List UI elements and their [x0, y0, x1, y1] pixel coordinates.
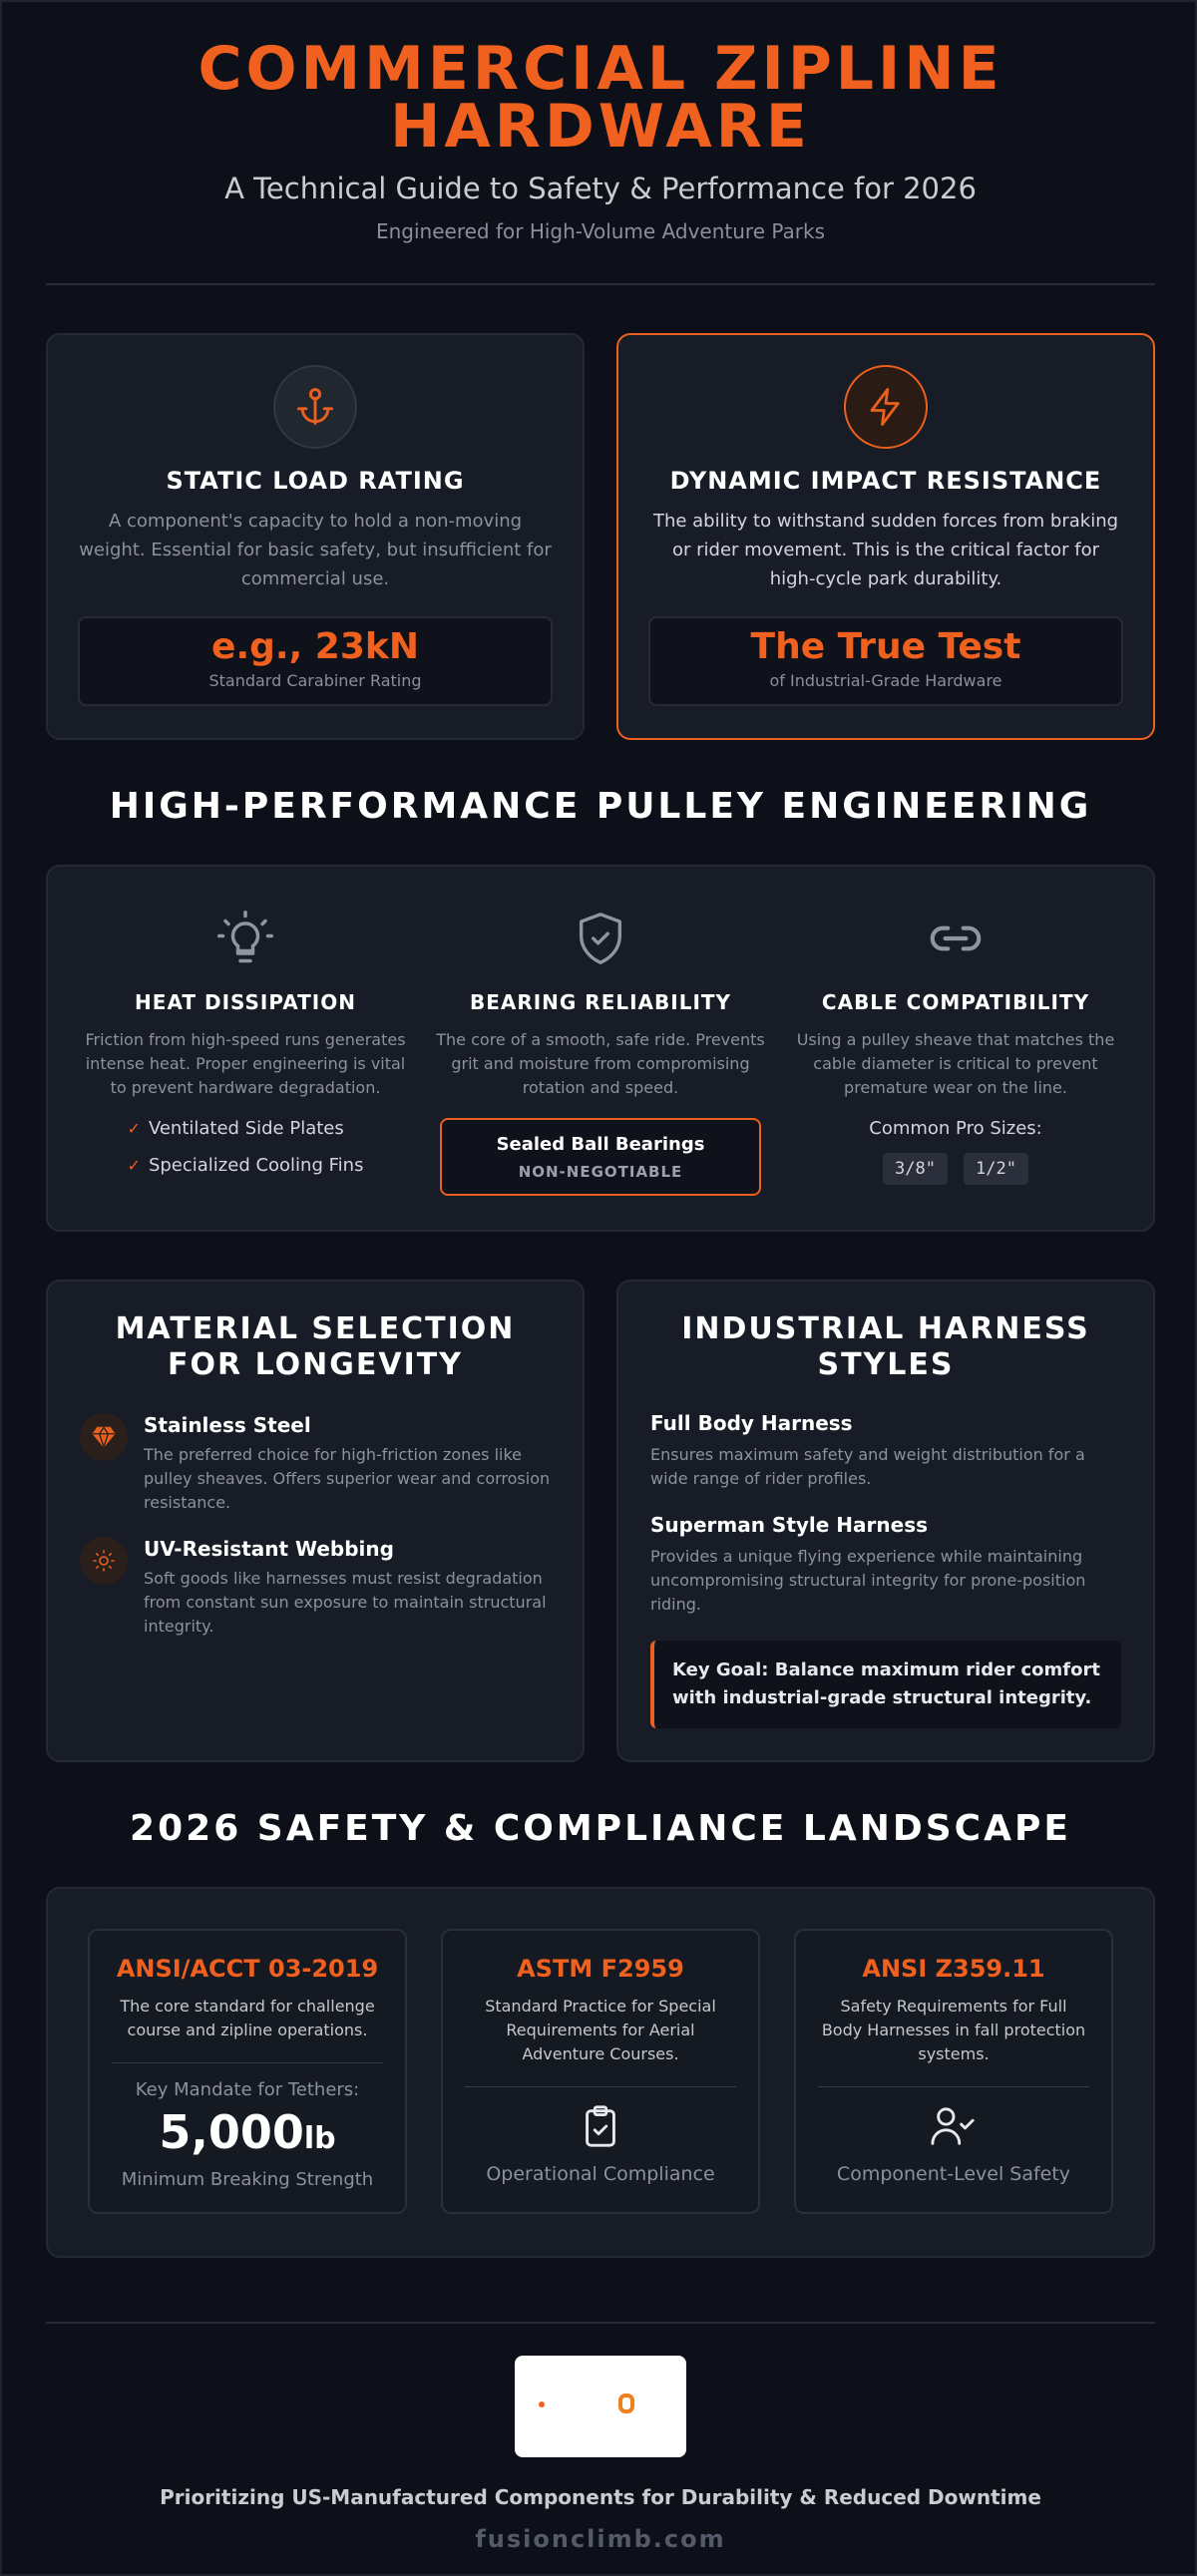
heat-desc: Friction from high-speed runs generates intense heat. Proper engineering is vital to prevent hardware degradation. — [85, 1030, 406, 1097]
dynamic-impact-value-box — [648, 616, 1123, 706]
compliance-card — [46, 1887, 1155, 2258]
static-load-title: STATIC LOAD RATING — [166, 467, 465, 495]
gem-icon — [80, 1413, 128, 1461]
standard-code: ANSI Z359.11 — [862, 1955, 1045, 1983]
heat-checklist — [128, 1118, 364, 1192]
dynamic-impact-card — [616, 333, 1155, 740]
page-title: COMMERCIAL ZIPLINE HARDWARE — [198, 34, 1003, 162]
anchor-icon — [273, 365, 357, 449]
material-title: Stainless Steel — [144, 1413, 311, 1437]
mandate-label: Key Mandate for Tethers: — [135, 2079, 360, 2100]
harness-card — [616, 1280, 1155, 1762]
cable-compatibility-column — [778, 907, 1133, 1230]
compliance-section-title: 2026 SAFETY & COMPLIANCE LANDSCAPE — [130, 1808, 1071, 1849]
dynamic-impact-desc: The ability to withstand sudden forces from braking or rider movement. This is the critical factor for high-cycle park durability. — [652, 511, 1119, 589]
standard-code: ANSI/ACCT 03-2019 — [116, 1955, 379, 1983]
bearing-desc: The core of a smooth, safe ride. Prevents grit and moisture from compromising rotation and speed. — [436, 1030, 765, 1097]
divider — [465, 2086, 736, 2087]
page — [2, 2, 1197, 2576]
website-link[interactable]: fusionclimb.com — [475, 2525, 726, 2553]
page-subtitle: A Technical Guide to Safety & Performance for 2026 — [224, 172, 977, 205]
page-tagline: Engineered for High-Volume Adventure Parks — [375, 219, 826, 243]
header — [46, 2, 1155, 243]
materials-harness-row — [46, 1280, 1155, 1762]
user-check-icon — [818, 2103, 1089, 2151]
pulley-section-title: HIGH-PERFORMANCE PULLEY ENGINEERING — [109, 786, 1092, 827]
dynamic-impact-value: The True Test — [750, 626, 1021, 667]
shield-check-icon — [435, 907, 766, 970]
standard-card-ansi-acct — [88, 1929, 407, 2214]
material-item — [80, 1537, 551, 1639]
sizes-label: Common Pro Sizes: — [869, 1118, 1042, 1139]
harness-item-desc: Ensures maximum safety and weight distribution for a wide range of rider profiles. — [650, 1445, 1085, 1488]
dynamic-impact-title: DYNAMIC IMPACT RESISTANCE — [669, 467, 1102, 495]
size-chips — [790, 1153, 1121, 1185]
standard-card-ansi-z359 — [794, 1929, 1113, 2214]
breaking-strength-value: 5,000lb — [159, 2105, 336, 2159]
load-ratings — [46, 333, 1155, 740]
heat-dissipation-column — [68, 907, 423, 1230]
check-item: ✓ Specialized Cooling Fins — [127, 1155, 364, 1176]
materials-card — [46, 1280, 585, 1762]
checkmark-icon: ✓ — [127, 1119, 141, 1138]
harness-item-title: Full Body Harness — [650, 1411, 853, 1435]
static-load-card — [46, 333, 585, 740]
lightning-icon — [844, 365, 928, 449]
key-goal-callout: Key Goal: Balance maximum rider comfort with industrial-grade structural integrity. — [650, 1641, 1121, 1728]
divider — [818, 2086, 1089, 2087]
divider — [112, 2062, 383, 2063]
cable-desc: Using a pulley sheave that matches the cable diameter is critical to prevent premature wear on the line. — [796, 1030, 1115, 1097]
static-load-value: e.g., 23kN — [211, 626, 419, 667]
footer-tagline: Prioritizing US-Manufactured Components for Durability & Reduced Downtime — [160, 2485, 1041, 2509]
static-load-value-box — [78, 616, 553, 706]
harness-item-desc: Provides a unique flying experience while maintaining uncompromising structural integrity for prone-position riding. — [650, 1547, 1086, 1614]
size-chip: 1/2" — [964, 1153, 1028, 1185]
link-icon — [790, 907, 1121, 970]
material-item — [80, 1413, 551, 1515]
clipboard-check-icon — [465, 2103, 736, 2151]
check-item: ✓ Ventilated Side Plates — [127, 1118, 344, 1139]
standard-footer: Component-Level Safety — [836, 2163, 1071, 2185]
material-desc: The preferred choice for high-friction zones like pulley sheaves. Offers superior wear and corrosion resistance. — [144, 1445, 551, 1512]
sealed-bearings-box: Sealed Ball Bearings NON-NEGOTIABLE — [440, 1118, 761, 1196]
heat-title: HEAT DISSIPATION — [135, 990, 356, 1014]
material-title: UV-Resistant Webbing — [144, 1537, 394, 1561]
pulley-card — [46, 865, 1155, 1232]
harness-item — [650, 1513, 1121, 1617]
harness-item — [650, 1411, 1121, 1491]
divider — [46, 283, 1155, 285]
materials-title: MATERIAL SELECTION FOR LONGEVITY — [115, 1311, 516, 1382]
sun-icon — [80, 1537, 128, 1585]
static-load-caption: Standard Carabiner Rating — [208, 671, 422, 690]
company-logo — [515, 2356, 686, 2457]
bearing-title: BEARING RELIABILITY — [469, 990, 732, 1014]
standard-card-astm — [441, 1929, 760, 2214]
cable-title: CABLE COMPATIBILITY — [821, 990, 1090, 1014]
breaking-strength-caption: Minimum Breaking Strength — [121, 2169, 374, 2190]
standard-code: ASTM F2959 — [517, 1955, 684, 1983]
standard-footer: Operational Compliance — [486, 2163, 715, 2185]
size-chip: 3/8" — [883, 1153, 948, 1185]
static-load-desc: A component's capacity to hold a non-moving weight. Essential for basic safety, but insufficient for commercial use. — [79, 511, 552, 589]
standard-desc: The core standard for challenge course and zipline operations. — [120, 1997, 375, 2039]
material-desc: Soft goods like harnesses must resist degradation from constant sun exposure to maintain structural integrity. — [144, 1569, 547, 1636]
harness-title: INDUSTRIAL HARNESS STYLES — [681, 1311, 1090, 1382]
harness-item-title: Superman Style Harness — [650, 1513, 929, 1537]
lightbulb-icon — [80, 907, 411, 970]
checkmark-icon: ✓ — [127, 1156, 141, 1175]
divider — [46, 2322, 1155, 2324]
dynamic-impact-caption: of Industrial-Grade Hardware — [769, 671, 1002, 690]
standard-desc: Standard Practice for Special Requirements for Aerial Adventure Courses. — [485, 1997, 716, 2063]
bearing-reliability-column — [423, 907, 778, 1230]
standard-desc: Safety Requirements for Full Body Harnesses in fall protection systems. — [821, 1997, 1086, 2063]
